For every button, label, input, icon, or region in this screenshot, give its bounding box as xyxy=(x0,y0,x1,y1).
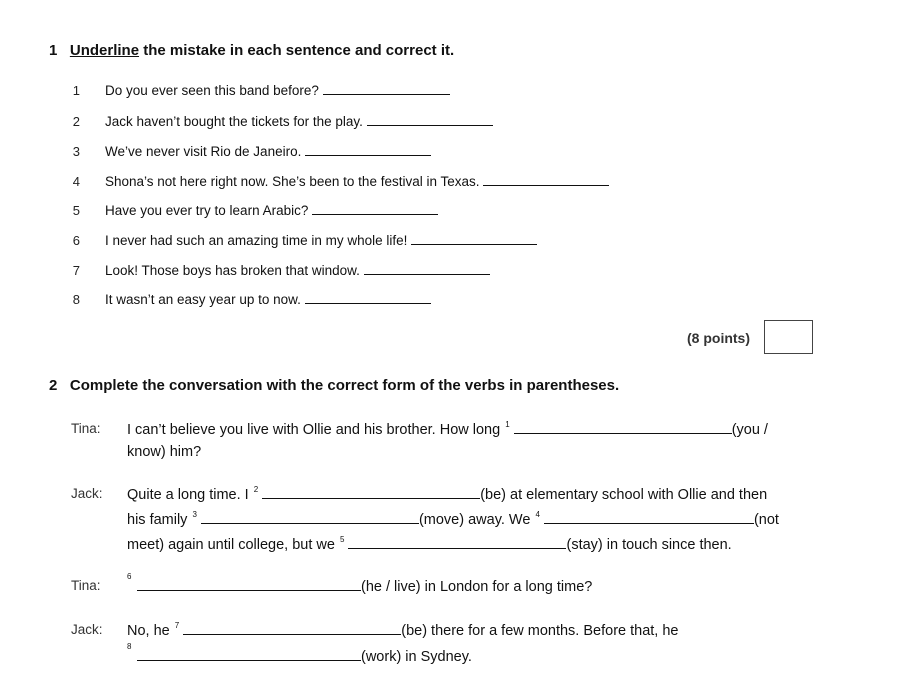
sentence-number: 1 xyxy=(72,83,80,98)
answer-blank[interactable] xyxy=(305,143,431,156)
heading-underline-word: Underline xyxy=(69,42,140,59)
points-label: (8 points) xyxy=(687,330,750,346)
heading-instruction: Complete the conversation with the correct form of the verbs in parentheses. xyxy=(69,377,620,394)
dialogue-text: (stay) in touch since then. xyxy=(566,537,732,553)
speaker-tina: Tina: xyxy=(71,421,101,436)
dialogue-text: (move) away. We xyxy=(418,512,535,528)
score-box[interactable] xyxy=(764,320,813,354)
speaker-tina: Tina: xyxy=(71,578,101,593)
section-2-heading xyxy=(49,377,619,394)
dialogue-text: know) him? xyxy=(127,444,202,460)
answer-blank-8[interactable] xyxy=(137,647,361,661)
dialogue-line xyxy=(127,444,201,460)
sentence-6 xyxy=(105,232,537,248)
answer-blank[interactable] xyxy=(305,291,431,304)
answer-blank[interactable] xyxy=(312,202,438,215)
sentence-5 xyxy=(105,202,438,218)
sentence-text: It wasn’t an easy year up to now. xyxy=(105,292,301,307)
sentence-1 xyxy=(105,82,450,98)
dialogue-text: (you / xyxy=(731,422,768,438)
sentence-number: 6 xyxy=(72,233,80,248)
dialogue-text: (be) at elementary school with Ollie and then xyxy=(480,487,768,503)
dialogue-line xyxy=(127,420,768,438)
blank-number: 7 xyxy=(174,621,180,630)
answer-blank-7[interactable] xyxy=(183,621,401,635)
dialogue-text: I can’t believe you live with Ollie and his brother. How long xyxy=(127,422,505,438)
blank-number: 1 xyxy=(505,420,510,429)
sentence-text: Jack haven’t bought the tickets for the play. xyxy=(105,114,363,129)
blank-number: 3 xyxy=(192,510,197,519)
dialogue-text: (not xyxy=(753,512,779,528)
dialogue-text: (work) in Sydney. xyxy=(361,649,472,665)
dialogue-text: (he / live) in London for a long time? xyxy=(361,579,593,595)
sentence-number: 7 xyxy=(72,263,80,278)
sentence-text: Do you ever seen this band before? xyxy=(105,83,319,98)
answer-blank-2[interactable] xyxy=(262,485,480,499)
dialogue-line xyxy=(137,577,592,595)
sentence-number: 4 xyxy=(72,174,80,189)
dialogue-line xyxy=(127,535,732,553)
answer-blank[interactable] xyxy=(411,232,537,245)
section-1-number: 1 xyxy=(49,42,58,59)
answer-blank[interactable] xyxy=(364,262,490,275)
answer-blank[interactable] xyxy=(323,82,450,95)
dialogue-text: meet) again until college, but we xyxy=(127,537,339,553)
sentence-7 xyxy=(105,262,490,278)
dialogue-text: Quite a long time. I xyxy=(127,487,253,503)
sentence-2 xyxy=(105,113,493,129)
sentence-text: Have you ever try to learn Arabic? xyxy=(105,203,309,218)
sentence-text: Look! Those boys has broken that window. xyxy=(105,263,360,278)
answer-blank-5[interactable] xyxy=(348,535,566,549)
answer-blank-3[interactable] xyxy=(201,510,419,524)
heading-instruction: the mistake in each sentence and correct it. xyxy=(139,42,455,59)
sentence-number: 8 xyxy=(72,292,80,307)
answer-blank-1[interactable] xyxy=(514,420,732,434)
sentence-text: We’ve never visit Rio de Janeiro. xyxy=(105,144,302,159)
sentence-number: 3 xyxy=(72,144,80,159)
sentence-4 xyxy=(105,173,609,189)
sentence-text: I never had such an amazing time in my whole life! xyxy=(105,233,408,248)
dialogue-text: his family xyxy=(127,512,192,528)
answer-blank-4[interactable] xyxy=(544,510,754,524)
blank-number: 4 xyxy=(535,510,540,519)
answer-blank[interactable] xyxy=(483,173,609,186)
blank-number: 8 xyxy=(127,642,132,651)
dialogue-line xyxy=(137,647,472,665)
sentence-number: 2 xyxy=(72,114,80,129)
blank-number: 2 xyxy=(253,485,259,494)
dialogue-text: No, he xyxy=(127,623,174,639)
answer-blank-6[interactable] xyxy=(137,577,361,591)
blank-number: 5 xyxy=(340,535,345,544)
dialogue-line xyxy=(127,621,679,639)
speaker-jack: Jack: xyxy=(71,622,103,637)
dialogue-line xyxy=(127,510,779,528)
answer-blank[interactable] xyxy=(367,113,493,126)
speaker-jack: Jack: xyxy=(71,486,103,501)
sentence-8 xyxy=(105,291,431,307)
dialogue-text: (be) there for a few months. Before that, he xyxy=(401,623,679,639)
blank-number: 6 xyxy=(127,572,132,581)
sentence-3 xyxy=(105,143,431,159)
section-1-heading xyxy=(49,42,454,59)
sentence-number: 5 xyxy=(72,203,80,218)
dialogue-line xyxy=(127,485,767,503)
sentence-text: Shona’s not here right now. She’s been to the festival in Texas. xyxy=(105,174,480,189)
section-2-number: 2 xyxy=(49,377,58,394)
